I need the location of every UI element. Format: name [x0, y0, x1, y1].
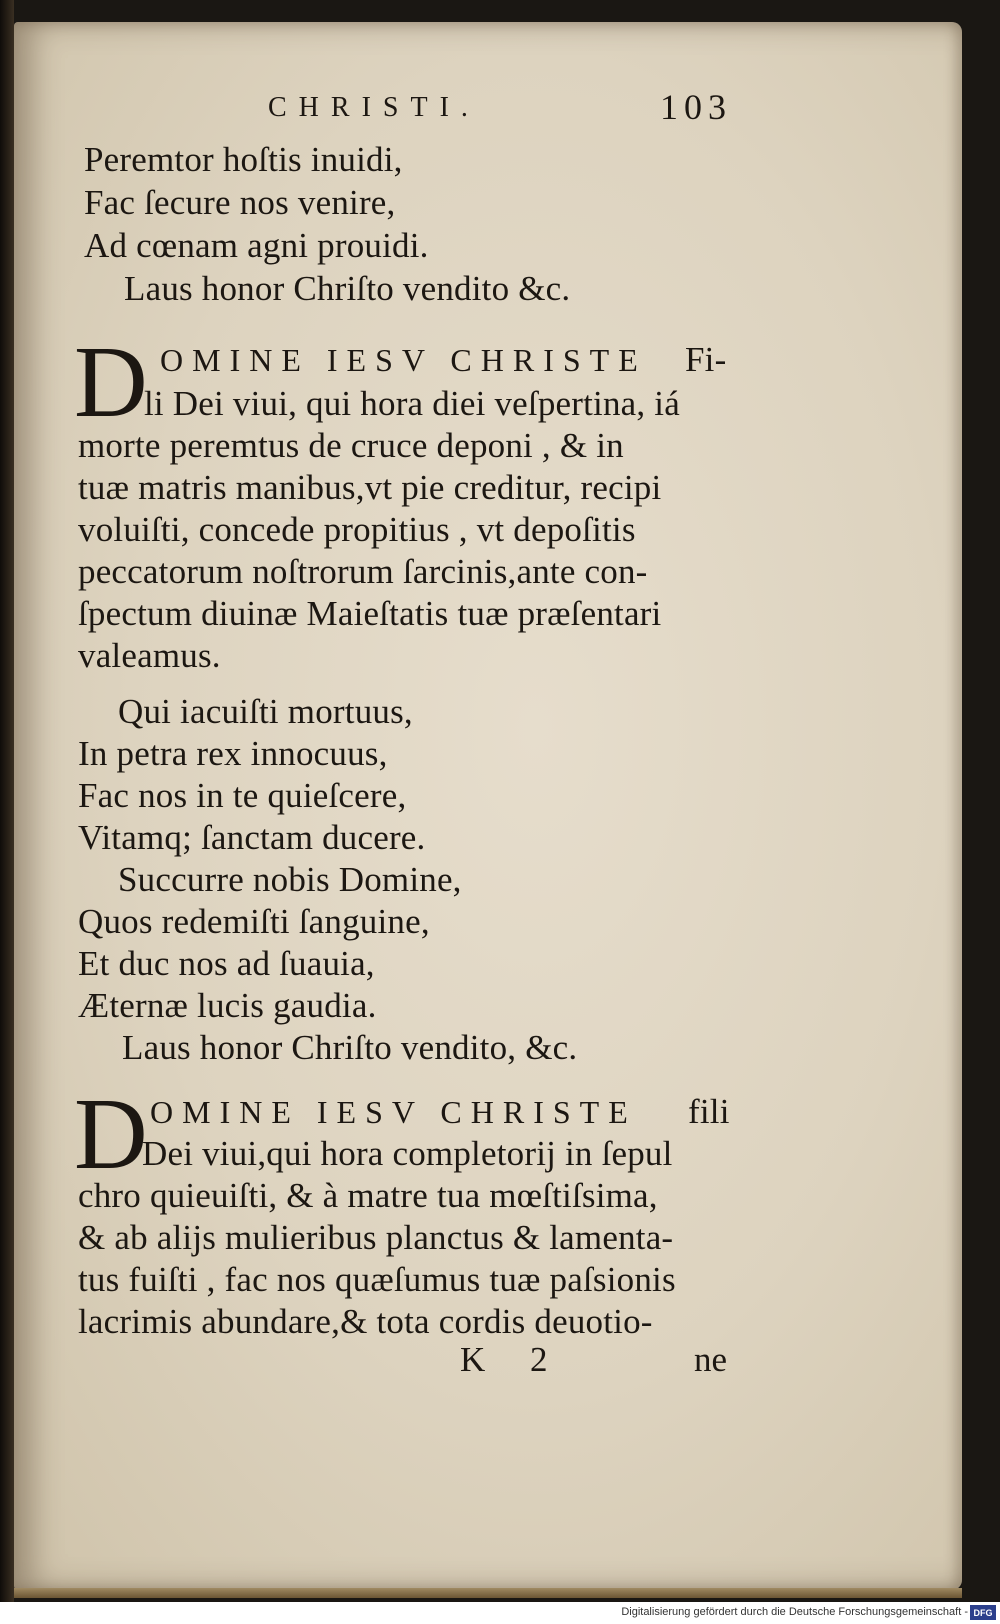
- verse-line: Succurre nobis Domine,: [118, 860, 462, 899]
- prayer-line: voluiſti, concede propitius , vt depoſitis: [78, 510, 636, 549]
- verse-line: Peremtor hoſtis inuidi,: [84, 140, 403, 179]
- prayer-line: lacrimis abundare,& tota cordis deuotio-: [78, 1302, 653, 1341]
- page-number: 103: [660, 87, 732, 127]
- verse-line: Et duc nos ad ſuauia,: [78, 944, 375, 983]
- signature-mark: K 2: [460, 1340, 566, 1379]
- prayer-line: & ab alijs mulieribus planctus & lamenta-: [78, 1218, 674, 1257]
- dfg-logo: DFG: [970, 1605, 996, 1620]
- prayer-line: tuæ matris manibus,vt pie creditur, recipi: [78, 468, 662, 507]
- prayer-line: peccatorum noſtrorum ſarcinis,ante con-: [78, 552, 648, 591]
- verse-line: Vitamq; ſanctam ducere.: [78, 818, 426, 857]
- verse-line: Ad cœnam agni prouidi.: [84, 226, 429, 265]
- verse-line: Qui iacuiſti mortuus,: [118, 692, 413, 731]
- verse-refrain: Laus honor Chriſto vendito &c.: [124, 269, 571, 308]
- drop-cap-initial: D: [74, 1078, 148, 1191]
- verse-line: Fac nos in te quieſcere,: [78, 776, 407, 815]
- verse-line: Æternæ lucis gaudia.: [78, 986, 377, 1025]
- prayer-first-line-end: Fi-: [685, 340, 727, 379]
- verse-line: Fac ſecure nos venire,: [84, 183, 396, 222]
- verse-line: Quos redemiſti ſanguine,: [78, 902, 430, 941]
- prayer-line: li Dei viui, qui hora diei veſpertina, iá: [144, 384, 680, 423]
- book-spine-edge: [0, 0, 14, 1624]
- prayer-line: ſpectum diuinæ Maieſtatis tuæ præſentari: [78, 594, 662, 633]
- prayer-line: Dei viui,qui hora completorij in ſepul: [142, 1134, 673, 1173]
- prayer-line: valeamus.: [78, 636, 221, 675]
- running-title: CHRISTI.: [268, 92, 480, 123]
- prayer-opening: OMINE IESV CHRISTE: [160, 342, 647, 378]
- page-bottom-edge: [14, 1588, 962, 1598]
- prayer-opening: OMINE IESV CHRISTE: [150, 1094, 637, 1130]
- prayer-first-line-end: fili: [688, 1092, 730, 1131]
- prayer-line: chro quieuiſti, & à matre tua mœſtiſsima,: [78, 1176, 658, 1215]
- prayer-line: tus fuiſti , fac nos quæſumus tuæ paſsionis: [78, 1260, 676, 1299]
- verse-refrain: Laus honor Chriſto vendito, &c.: [122, 1028, 578, 1067]
- verse-line: In petra rex innocuus,: [78, 734, 388, 773]
- drop-cap-initial: D: [74, 326, 148, 439]
- prayer-line: morte peremtus de cruce deponi , & in: [78, 426, 624, 465]
- catchword: ne: [694, 1340, 728, 1379]
- digitization-note: Digitalisierung gefördert durch die Deutsche Forschungsgemeinschaft -: [621, 1606, 968, 1618]
